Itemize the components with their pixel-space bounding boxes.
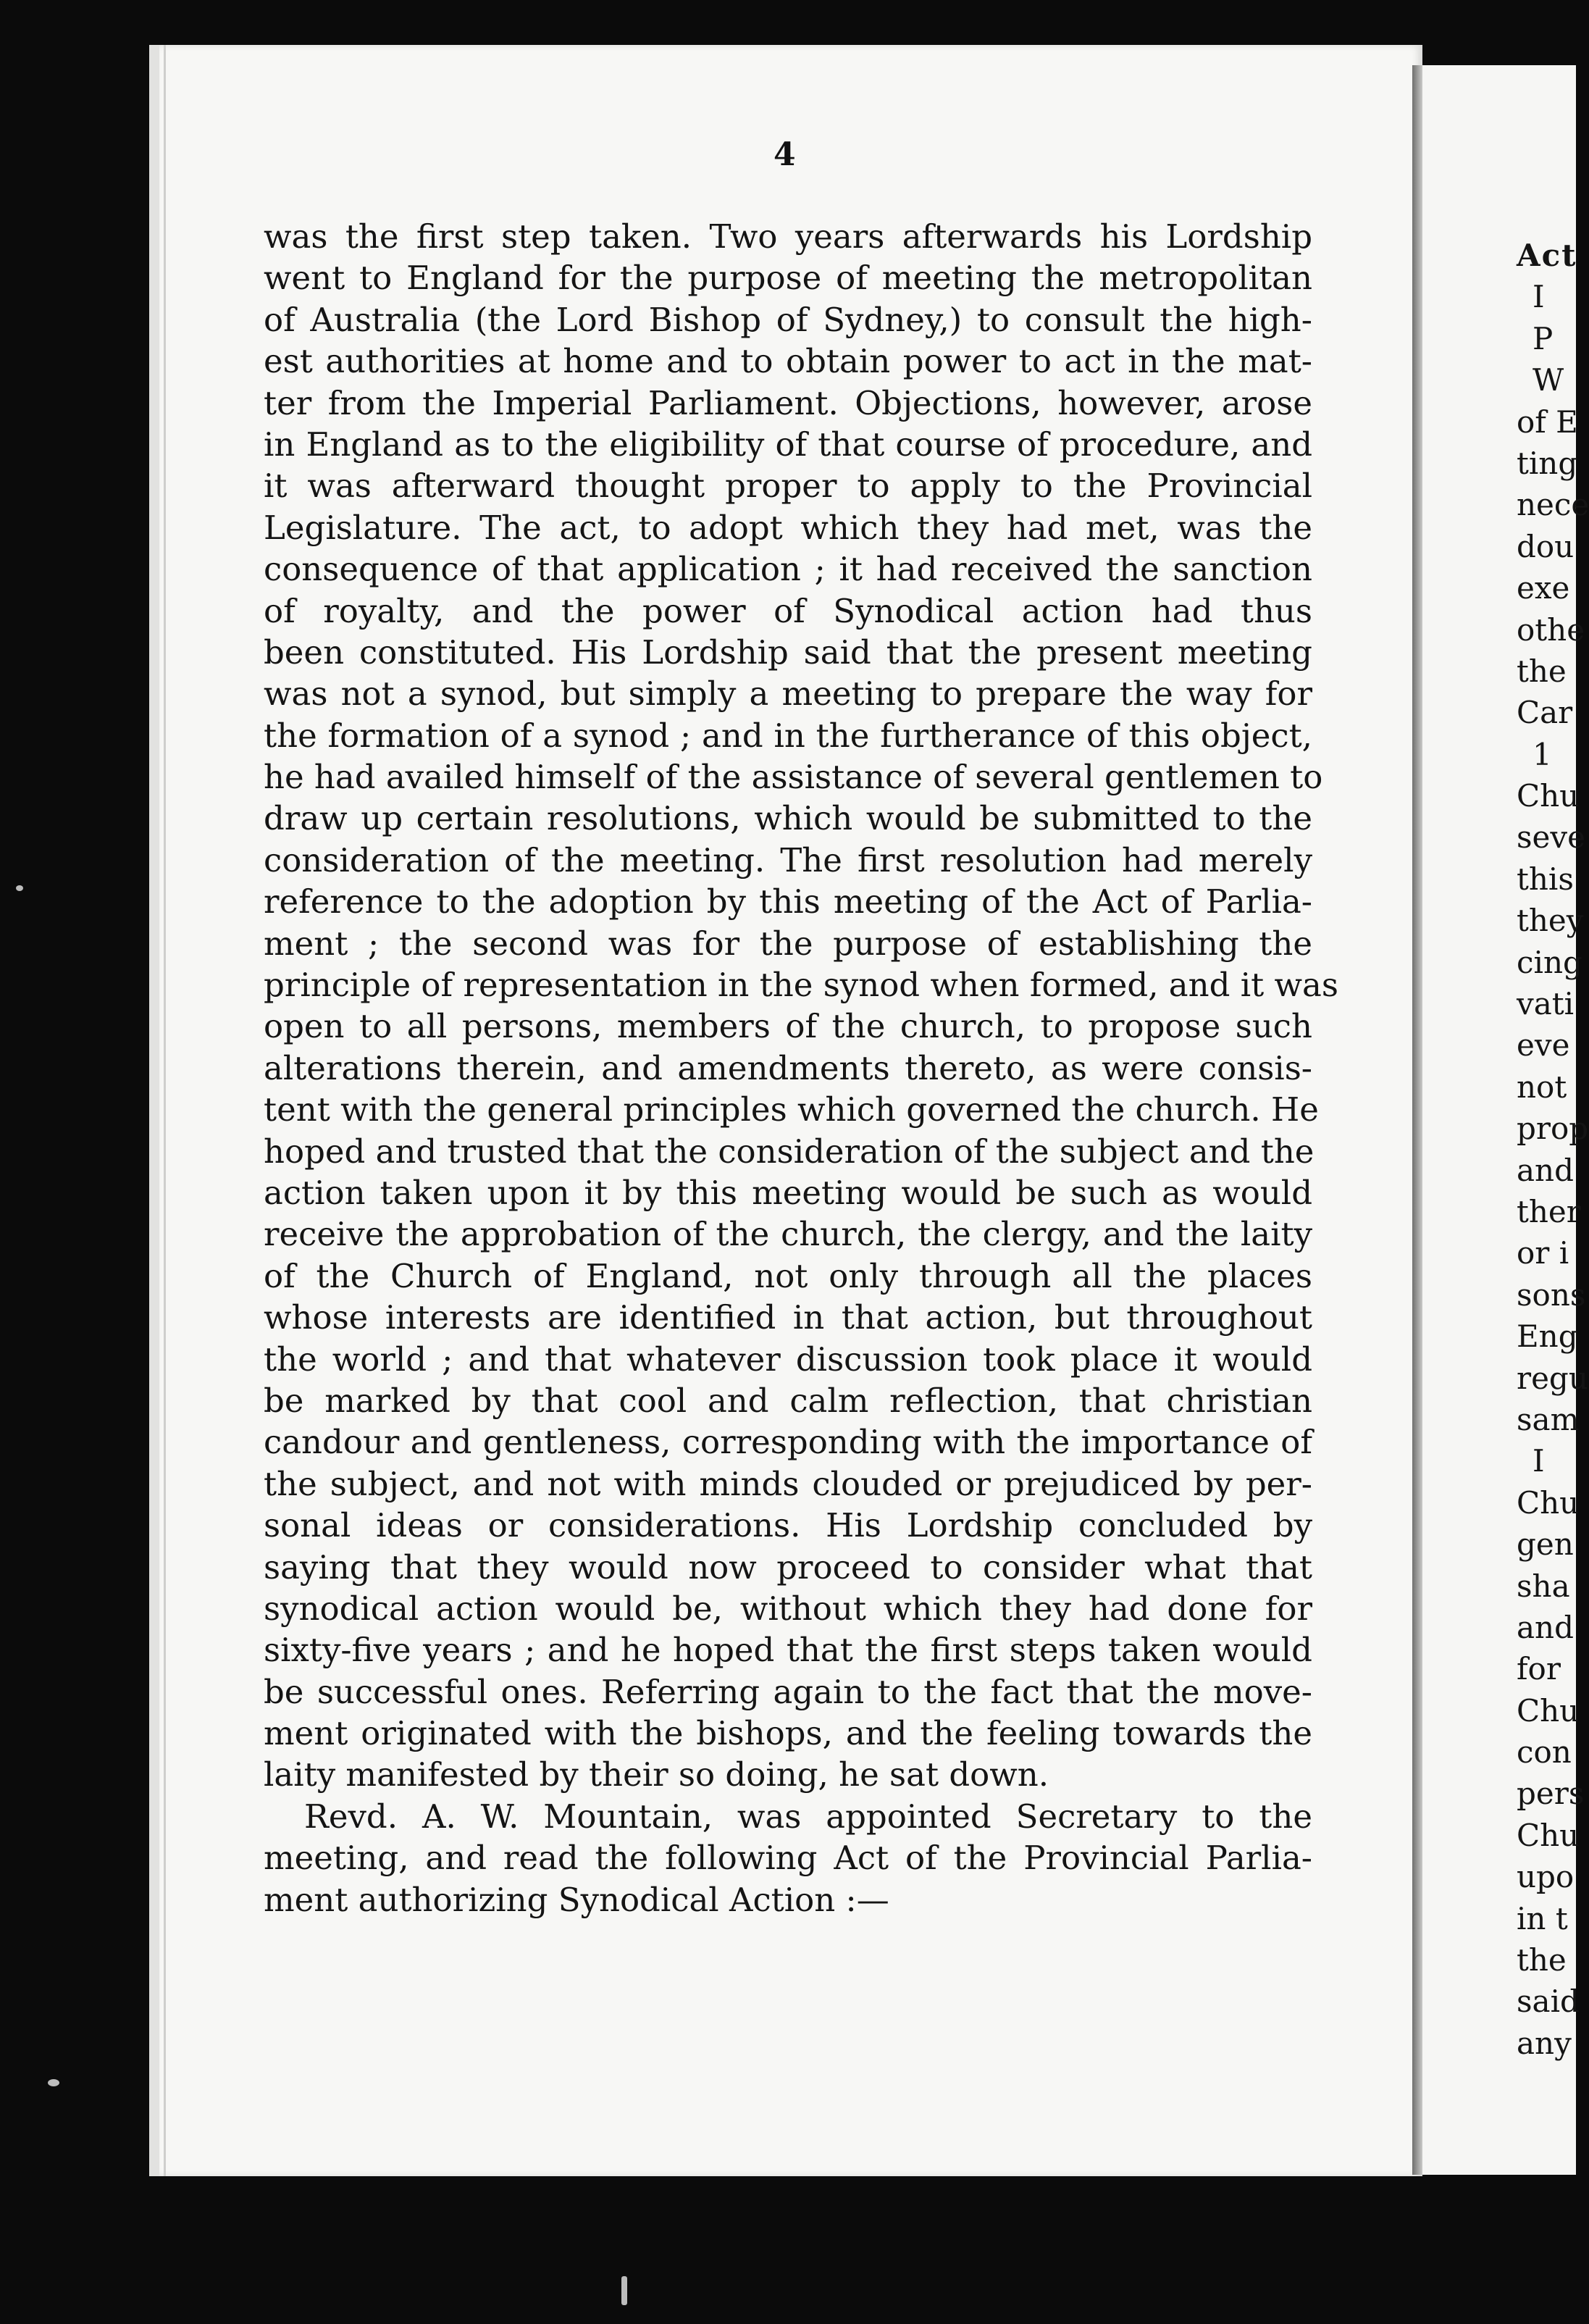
text-line: laity manifested by their so doing, he sat down. <box>264 1755 1049 1794</box>
dust-speck <box>48 2079 59 2086</box>
facing-line: exe <box>1517 570 1570 606</box>
facing-line: they <box>1517 903 1584 939</box>
text-line: the world ; and that whatever discussion took place it would <box>264 1339 1312 1379</box>
text-line: it was afterward thought proper to apply to the Provincial <box>264 467 1312 506</box>
facing-line: Chu <box>1517 778 1580 814</box>
facing-line: Act <box>1517 238 1577 273</box>
facing-line: in t <box>1517 1900 1568 1936</box>
facing-line: and <box>1517 1609 1574 1645</box>
facing-line: Chu <box>1517 1817 1580 1853</box>
text-line: saying that they would now proceed to consider what that <box>264 1547 1312 1587</box>
facing-line: dou <box>1517 528 1575 564</box>
text-line: of the Church of England, not only through all the places <box>264 1256 1312 1295</box>
facing-line: vati <box>1517 986 1575 1022</box>
text-line: reference to the adoption by this meeting of the Act of Parlia- <box>264 882 1312 921</box>
text-line: of Australia (the Lord Bishop of Sydney,) to consult the high- <box>264 300 1312 339</box>
dust-speck <box>16 885 23 891</box>
text-line: open to all persons, members of the church, to propose such <box>264 1007 1312 1046</box>
text-line: receive the approbation of the church, the clergy, and the laity <box>264 1215 1312 1254</box>
facing-line: sha <box>1517 1568 1570 1604</box>
text-line: whose interests are identified in that action, but throughout <box>264 1298 1312 1337</box>
facing-line: said <box>1517 1984 1580 2020</box>
text-line: consequence of that application ; it had received the sanction <box>264 550 1312 589</box>
book-gutter <box>1412 65 1422 2175</box>
facing-line: Eng <box>1517 1318 1578 1355</box>
text-line: of royalty, and the power of Synodical action had thus <box>264 591 1312 630</box>
text-line: ter from the Imperial Parliament. Objections, however, arose <box>264 383 1312 422</box>
facing-line: cing <box>1517 944 1582 980</box>
facing-line: P <box>1533 320 1554 356</box>
text-line: sixty-five years ; and he hoped that the first steps taken would <box>264 1631 1312 1670</box>
facing-line: not <box>1517 1069 1567 1105</box>
text-line: in England as to the eligibility of that course of procedure, and <box>264 425 1312 464</box>
facing-line: prop <box>1517 1111 1589 1147</box>
page-body-text <box>264 216 1338 1920</box>
facing-line: Car <box>1517 695 1573 731</box>
facing-line: W <box>1533 362 1564 398</box>
page-number: 4 <box>773 136 796 173</box>
facing-line: ther <box>1517 1193 1581 1229</box>
facing-line: eve <box>1517 1027 1570 1063</box>
facing-line: the <box>1517 653 1567 689</box>
facing-line: for <box>1517 1651 1561 1687</box>
facing-line: othe <box>1517 611 1585 648</box>
facing-line: pers <box>1517 1776 1585 1812</box>
facing-line: sam <box>1517 1401 1580 1437</box>
facing-line: Chu <box>1517 1484 1580 1521</box>
facing-line: any <box>1517 2025 1572 2061</box>
text-line: est authorities at home and to obtain power to act in the mat- <box>264 342 1312 381</box>
text-line: was not a synod, but simply a meeting to prepare the way for <box>264 674 1312 714</box>
text-line: the subject, and not with minds clouded or prejudiced by per- <box>264 1464 1312 1503</box>
facing-page-text <box>1517 235 1589 2064</box>
text-line: draw up certain resolutions, which would be submitted to the <box>264 799 1312 838</box>
facing-line: 1 <box>1533 736 1552 772</box>
facing-line: sons <box>1517 1276 1586 1313</box>
text-line: alterations therein, and amendments thereto, as were consis- <box>264 1048 1312 1087</box>
text-line: be successful ones. Referring again to the fact that the move- <box>264 1672 1312 1711</box>
text-line: principle of representation in the synod when formed, and it was <box>264 966 1338 1005</box>
facing-line: gen <box>1517 1526 1574 1563</box>
text-line: ment authorizing Synodical Action :— <box>264 1880 889 1919</box>
text-line: he had availed himself of the assistance of several gentlemen to <box>264 758 1323 797</box>
facing-line: I <box>1533 1443 1545 1479</box>
text-line: ment ; the second was for the purpose of establishing the <box>264 924 1312 963</box>
text-line: the formation of a synod ; and in the furtherance of this object, <box>264 716 1312 755</box>
text-line: action taken upon it by this meeting would be such as would <box>264 1173 1312 1212</box>
text-line: went to England for the purpose of meeting the metropolitan <box>264 259 1312 298</box>
text-line: meeting, and read the following Act of the Provincial Parlia- <box>264 1839 1312 1878</box>
facing-line: of E <box>1517 404 1578 440</box>
facing-line: con <box>1517 1734 1572 1771</box>
facing-line: ting <box>1517 445 1578 481</box>
text-line: was the first step taken. Two years afterwards his Lordship <box>264 217 1312 256</box>
facing-line: I <box>1533 279 1545 315</box>
facing-line: Chu <box>1517 1692 1580 1729</box>
text-line: been constituted. His Lordship said that the present meeting <box>264 632 1312 672</box>
dust-speck <box>621 2276 627 2305</box>
text-line: sonal ideas or considerations. His Lordship concluded by <box>264 1506 1312 1545</box>
facing-line: and <box>1517 1152 1574 1188</box>
facing-line: regu <box>1517 1360 1588 1396</box>
text-line: candour and gentleness, corresponding with the importance of <box>264 1423 1312 1462</box>
text-line: ment originated with the bishops, and the feeling towards the <box>264 1714 1312 1753</box>
text-line: tent with the general principles which governed the church. He <box>264 1090 1319 1129</box>
text-line: consideration of the meeting. The first resolution had merely <box>264 840 1312 879</box>
facing-line: this <box>1517 861 1574 897</box>
facing-line: seve <box>1517 819 1585 856</box>
facing-line: nece <box>1517 487 1589 523</box>
facing-line: upo <box>1517 1859 1575 1895</box>
facing-line: the <box>1517 1942 1567 1978</box>
text-line: be marked by that cool and calm reflection, that christian <box>264 1381 1312 1420</box>
text-line: hoped and trusted that the consideration of the subject and the <box>264 1132 1315 1171</box>
facing-line: or i <box>1517 1235 1569 1271</box>
text-line: synodical action would be, without which they had done for <box>264 1589 1312 1628</box>
text-line: Legislature. The act, to adopt which they had met, was the <box>264 508 1312 547</box>
text-line: Revd. A. W. Mountain, was appointed Secretary to the <box>304 1797 1312 1836</box>
